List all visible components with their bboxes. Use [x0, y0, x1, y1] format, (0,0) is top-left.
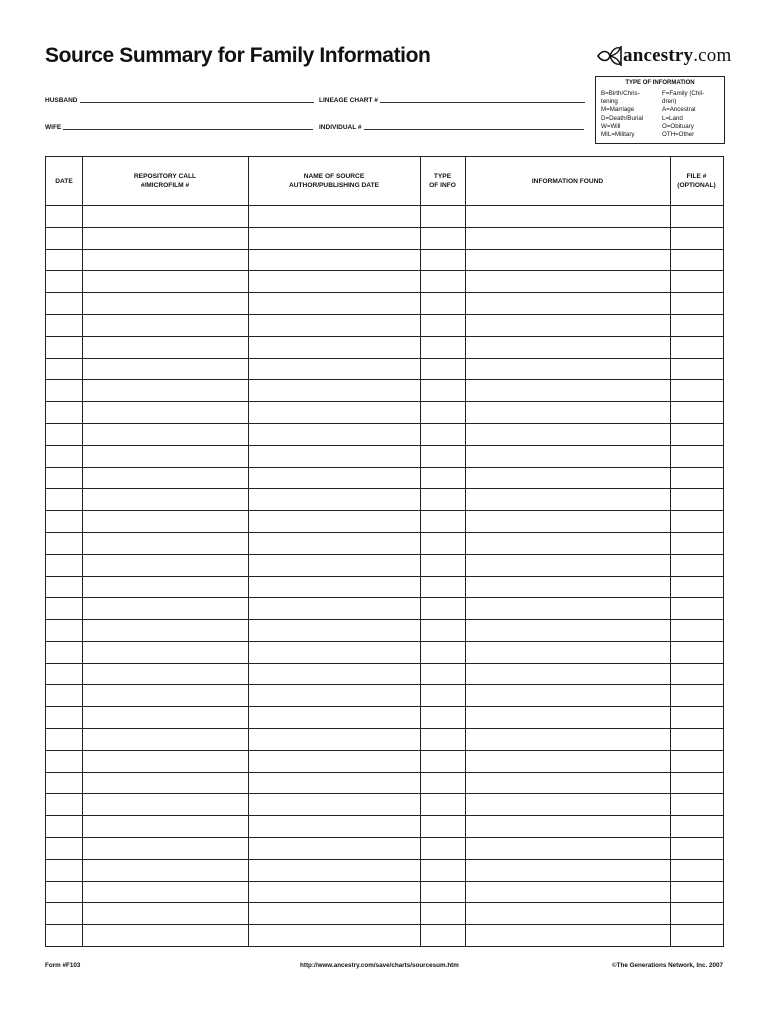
column-divider	[465, 157, 466, 946]
form-number: Form #F103	[45, 962, 81, 969]
form-title: Source Summary for Family Information	[45, 44, 431, 67]
table-row	[46, 379, 723, 380]
table-row	[46, 793, 723, 794]
header-date: DATE	[55, 177, 73, 185]
individual-line[interactable]	[364, 128, 584, 130]
table-row	[46, 488, 723, 489]
legend-item: MIL=Military	[601, 131, 635, 139]
table-row	[46, 576, 723, 577]
column-divider	[420, 157, 421, 946]
husband-line[interactable]	[80, 101, 314, 103]
husband-label: HUSBAND	[45, 97, 78, 104]
table-row	[46, 445, 723, 446]
legend-item: OTH=Other	[662, 131, 695, 139]
individual-label: INDIVIDUAL #	[319, 124, 362, 131]
header-source: NAME OF SOURCE AUTHOR/PUBLISHING DATE	[289, 173, 379, 189]
table-row	[46, 554, 723, 555]
legend-item: tening	[601, 98, 618, 106]
legend-item: B=Birth/Chris-	[601, 90, 640, 97]
table-row	[46, 706, 723, 707]
table-row	[46, 597, 723, 598]
table-row	[46, 663, 723, 664]
copyright: ©The Generations Network, Inc. 2007	[612, 962, 724, 969]
legend-item: F=Family (Chil-	[662, 90, 705, 97]
table-row	[46, 314, 723, 315]
table-row	[46, 423, 723, 424]
table-row	[46, 859, 723, 860]
legend-item: W=Will	[601, 122, 621, 130]
table-row	[46, 292, 723, 293]
table-row	[46, 227, 723, 228]
logo-wordmark: ancestry.com	[623, 45, 732, 66]
legend-item: L=Land	[662, 114, 683, 122]
legend-right-column	[662, 90, 704, 139]
legend-item: D=Death/Burial	[601, 114, 644, 122]
husband-field[interactable]	[45, 97, 314, 104]
legend-title: TYPE OF INFORMATION	[625, 80, 695, 86]
lineage-chart-line[interactable]	[380, 101, 585, 103]
header-repository: REPOSITORY CALL #/MICROFILM #	[133, 173, 197, 189]
table-row	[46, 837, 723, 838]
legend-item: A=Ancestral	[662, 106, 696, 114]
form-url: http://www.ancestry.com/save/charts/sourcesum.htm	[300, 962, 459, 969]
table-row	[46, 401, 723, 402]
source-summary-table	[45, 156, 724, 947]
table-row	[46, 467, 723, 468]
table-row	[46, 815, 723, 816]
table-row	[46, 358, 723, 359]
header-file: FILE # (OPTIONAL)	[677, 173, 716, 189]
table-row	[46, 902, 723, 903]
table-row	[46, 684, 723, 685]
table-row	[46, 205, 723, 206]
header-type: TYPE OF INFO	[429, 173, 456, 189]
legend-item: O=Obituary	[662, 122, 694, 130]
table-row	[46, 270, 723, 271]
table-row	[46, 924, 723, 925]
wife-label: WIFE	[45, 124, 62, 131]
legend-item: M=Marriage	[601, 106, 635, 114]
table-row	[46, 881, 723, 882]
wife-field[interactable]	[45, 124, 313, 131]
individual-field[interactable]	[319, 124, 584, 131]
table-row	[46, 772, 723, 773]
type-of-information-legend	[595, 76, 725, 144]
legend-left-column	[601, 90, 662, 139]
table-row	[46, 728, 723, 729]
table-row	[46, 532, 723, 533]
column-divider	[248, 157, 249, 946]
table-row	[46, 510, 723, 511]
header-information-found: INFORMATION FOUND	[531, 177, 604, 185]
table-row	[46, 641, 723, 642]
table-row	[46, 750, 723, 751]
column-divider	[670, 157, 671, 946]
table-row	[46, 619, 723, 620]
lineage-chart-label: LINEAGE CHART #	[319, 97, 378, 104]
leaf-icon	[596, 45, 622, 67]
lineage-chart-field[interactable]	[319, 97, 585, 104]
table-row	[46, 249, 723, 250]
legend-item: dren)	[662, 98, 677, 106]
column-divider	[82, 157, 83, 946]
table-row	[46, 336, 723, 337]
wife-line[interactable]	[63, 128, 313, 130]
ancestry-logo	[596, 44, 731, 68]
